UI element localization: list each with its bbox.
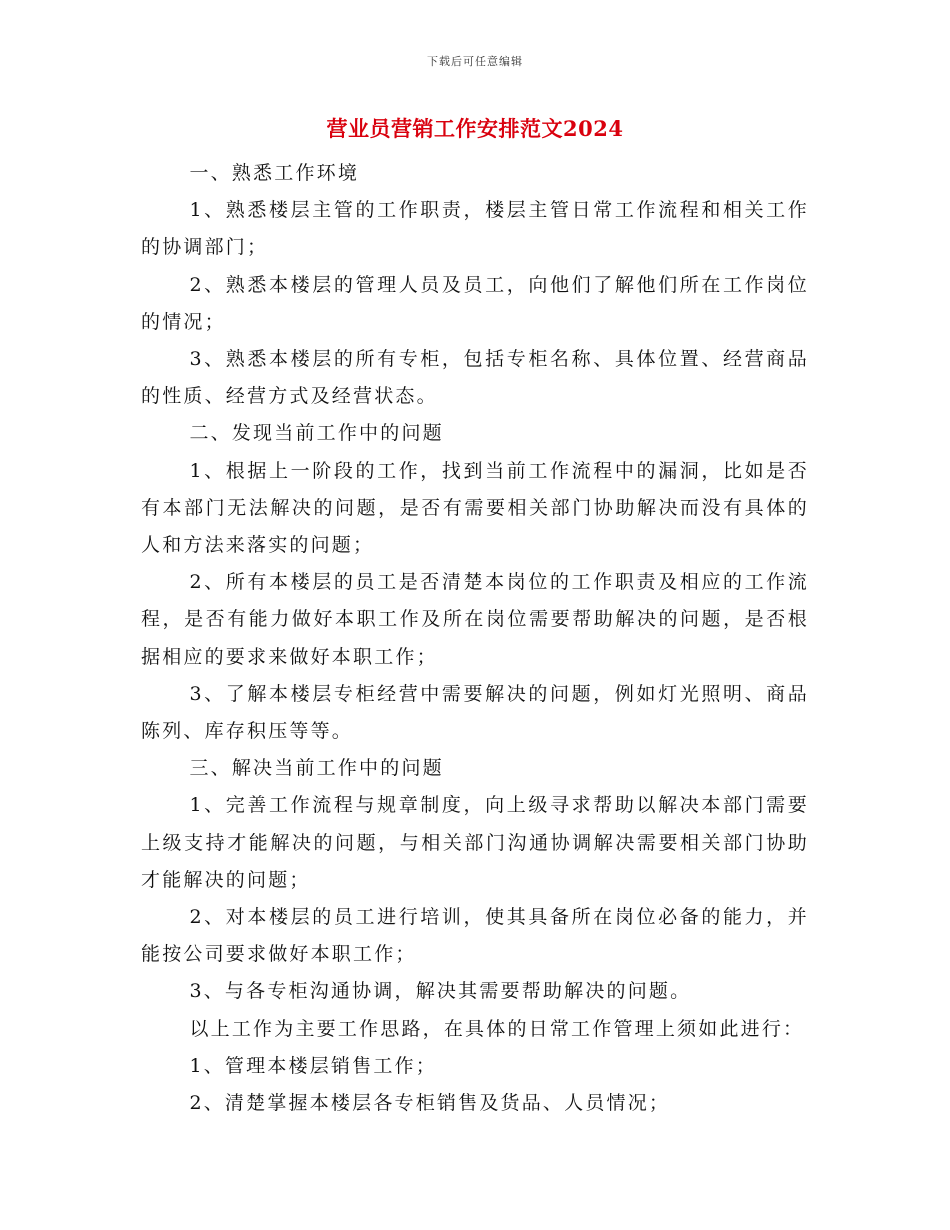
paragraph: 1、熟悉楼层主管的工作职责，楼层主管日常工作流程和相关工作的协调部门； (141, 199, 809, 259)
paragraph: 2、对本楼层的员工进行培训，使其具备所在岗位必备的能力，并能按公司要求做好本职工作； (141, 906, 809, 966)
paragraph: 3、与各专柜沟通协调，解决其需要帮助解决的问题。 (189, 980, 692, 1003)
paragraph: 以上工作为主要工作思路，在具体的日常工作管理上须如此进行： (189, 1017, 805, 1040)
paragraph: 2、清楚掌握本楼层各专柜销售及货品、人员情况； (189, 1092, 671, 1115)
paragraph: 2、熟悉本楼层的管理人员及员工，向他们了解他们所在工作岗位的情况； (141, 273, 809, 333)
section-heading-2: 二、发现当前工作中的问题 (189, 422, 444, 445)
section-heading-1: 一、熟悉工作环境 (189, 162, 360, 184)
paragraph: 3、了解本楼层专柜经营中需要解决的问题，例如灯光照明、商品陈列、库存积压等等。 (141, 682, 809, 743)
paragraph: 3、熟悉本楼层的所有专柜，包括专柜名称、具体位置、经营商品的性质、经营方式及经营状态。 (141, 348, 809, 408)
paragraph: 1、管理本楼层销售工作； (189, 1054, 437, 1077)
section-heading-3: 三、解决当前工作中的问题 (189, 757, 444, 780)
document-title: 营业员营销工作安排范文2024 (326, 116, 624, 141)
paragraph: 2、所有本楼层的员工是否清楚本岗位的工作职责及相应的工作流程，是否有能力做好本职工作及所在岗位需要帮助解决的问题，是否根据相应的要求来做好本职工作； (141, 571, 809, 668)
paragraph: 1、根据上一阶段的工作，找到当前工作流程中的漏洞，比如是否有本部门无法解决的问题，是否有需要相关部门协助解决而没有具体的人和方法来落实的问题； (141, 459, 809, 557)
paragraph: 1、完善工作流程与规章制度，向上级寻求帮助以解决本部门需要上级支持才能解决的问题，与相关部门沟通协调解决需要相关部门协助才能解决的问题； (141, 794, 809, 891)
header-note: 下载后可任意编辑 (427, 55, 523, 68)
document-body (141, 155, 809, 1122)
